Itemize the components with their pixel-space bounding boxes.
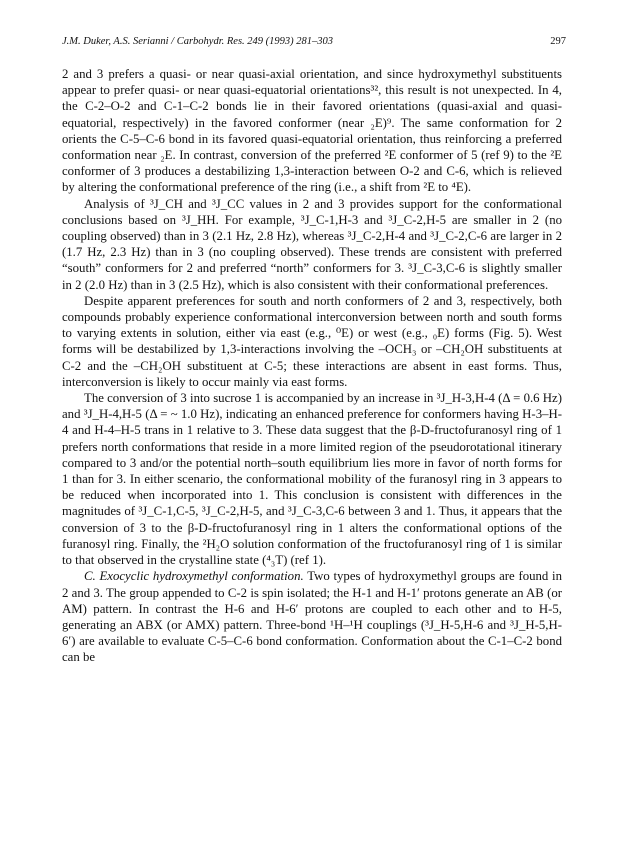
running-title: J.M. Duker, A.S. Serianni / Carbohydr. Res. 249 (1993) 281–303 xyxy=(62,36,334,47)
section-lead: Two types of hydroxymethyl groups are found in 2 and 3. The group appended to C-2 is spin isolated; the H-1 and H-1′ xyxy=(62,569,563,600)
running-header xyxy=(62,36,566,52)
paragraph: Analysis of ³J_CH and ³J_CC values in 2 and 3 provides support for the conformational conclusions based on ³J_HH. For example, ³J_C-1,H-3 and ³J_C-2,H-5 are smaller in 2 (no coupling observed) than in 3 (2.1 Hz, 2.8 Hz), whereas ³J_C-2,H-4 and ³J_C-2,C-6 are larger in 2 (1.7 Hz, 2.3 Hz) than in 3 (no coupling observed). These trends are consistent with preferred “south” conformers for 2 and preferred “north” conformers for 3. ³J_C-3,C-6 is slightly smaller in 2 (2.0 Hz) than in 3 (2.5 Hz), which is also consistent with their conformational preferences. xyxy=(62,196,562,292)
section-continuation: protons generate an AB (or AM) pattern. In contrast the H-6 and H-6′ protons are coupled to each other and to H-5, generating an ABX (or AMX) pattern. Three-bond ¹H–¹H couplings (³J_H-5,H-6 and ³J_H-5,H-6′) are available to evaluate C-5–C-6 bond conformation. Conformation about the C-1–C-2 bond can be xyxy=(62,585,563,665)
section-heading: C. Exocyclic hydroxymethyl conformation. xyxy=(84,569,304,584)
paragraph: Despite apparent preferences for south and north conformers of 2 and 3, respectively, both compounds probably experience conformational interconversion between north and south forms to varying extents in solution, either via east (e.g., ⁰E) or west (e.g., ₀E) forms (Fig. 5). West forms will be destabilized by 1,3-interactions involving the –OCH₃ or –CH₂OH substituents at C-2 and the –CH₂OH substituent at C-5; these interactions are absent in east forms. Thus, interconversion is likely to occur mainly via east forms. xyxy=(62,293,562,389)
paragraph: The conversion of 3 into sucrose 1 is accompanied by an increase in ³J_H-3,H-4 (Δ = 0.6 Hz) and ³J_H-4,H-5 (Δ = ~ 1.0 Hz), indicating an enhanced preference for conformers having H-3–H-4 and H-4–H-5 trans in 1 relative to 3. These data suggest that the β-D-fructofuranosyl ring of 1 prefers north conformations that reside in a more limited region of the pseudorotational itinerary compared to 3 and/or the potential north–south equilibrium lies more in favor of north forms for 1 than for 3. In either scenario, the conformational mobility of the furanosyl ring in 3 appears to be reduced when incorporated into 1. This conclusion is consistent with differences in the magnitudes of ³J_C-1,C-5, ³J_C-2,H-5, and ³J_C-3,C-6 between 3 and 1. Thus, it appears that the conversion of 3 to the β-D-fructofuranosyl ring in 1 alters the conformational options of the furanosyl ring. Finally, the ²H₂O solution conformation of the fructofuranosyl ring of 1 is similar to that observed in the crystalline state (⁴₃T) (ref 1). xyxy=(62,391,562,568)
section-paragraph xyxy=(62,568,562,665)
paragraph: 2 and 3 prefers a quasi- or near quasi-axial orientation, and since hydroxymethyl substituents appear to prefer quasi- or near quasi-equatorial orientations³², this result is not unexpected. In 4, the C-2–O-2 and C-1–C-2 bonds lie in their favored orientations (quasi-axial and quasi-equatorial, respectively) in the favored conformer (near ₂E)⁹. The same conformation for 2 orients the C-5–C-6 bond in its favored quasi-equatorial orientation, thus reinforcing a preferred conformation near ₂E. In contrast, conversion of the preferred ²E conformer of 5 (ref 9) to the ²E conformer of 3 produces a destabilizing 1,3-interaction between O-2 and C-6, which is relieved by altering the conformational preference of the ring (i.e., a shift from ²E to ⁴E). xyxy=(62,67,562,195)
body-text xyxy=(62,66,562,666)
page-number: 297 xyxy=(550,36,566,47)
